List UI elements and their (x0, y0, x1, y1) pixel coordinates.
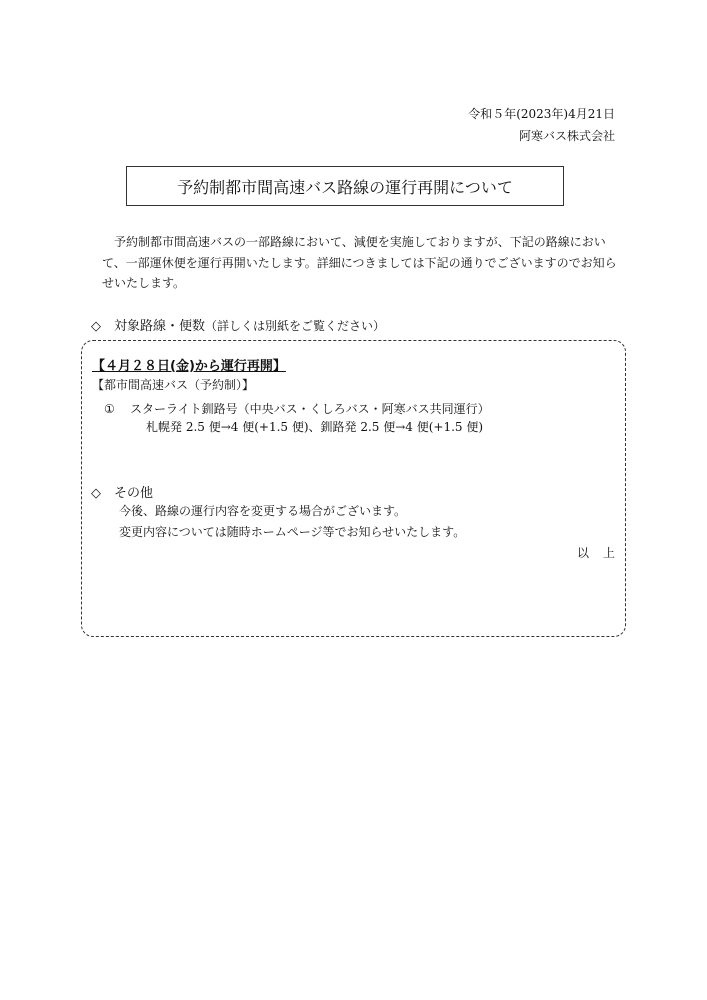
document-title-box (126, 166, 564, 206)
routes-heading-text: ◇ 対象路線・便数 (91, 319, 205, 334)
other-section-heading: ◇ その他 (91, 486, 153, 501)
company-name: 阿寒バス株式会社 (518, 129, 615, 143)
route-item (104, 400, 490, 417)
other-line-1: 今後、路線の運行内容を変更する場合がございます。 (119, 504, 407, 518)
route-number: ① (104, 402, 115, 416)
route-name: スターライト釧路号（中央バス・くしろバス・阿寒バス共同運行） (130, 402, 490, 416)
route-category: 【都市間高速バス（予約制）】 (92, 378, 255, 392)
document-title: 予約制都市間高速バス路線の運行再開について (177, 177, 513, 197)
issue-date: 令和５年(2023年)4月21日 (468, 107, 615, 121)
routes-section-heading (91, 315, 385, 334)
closing-mark: 以上 (576, 546, 629, 560)
intro-text: 予約制都市間高速バスの一部路線において、減便を実施しておりますが、下記の路線において、一部運休便を運行再開いたします。詳細につきましては下記の通りでございますのでお知らせいたします。 (102, 235, 617, 290)
other-line-2: 変更内容については随時ホームページ等でお知らせいたします。 (119, 525, 466, 539)
routes-heading-note: （詳しくは別紙をご覧ください） (205, 319, 386, 333)
intro-paragraph (102, 232, 622, 294)
resume-date-banner: 【４月２８日(金)から運行再開】 (92, 359, 286, 374)
route-detail: 札幌発 2.5 便→4 便(+1.5 便)、釧路発 2.5 便→4 便(+1.5 便) (146, 420, 484, 434)
